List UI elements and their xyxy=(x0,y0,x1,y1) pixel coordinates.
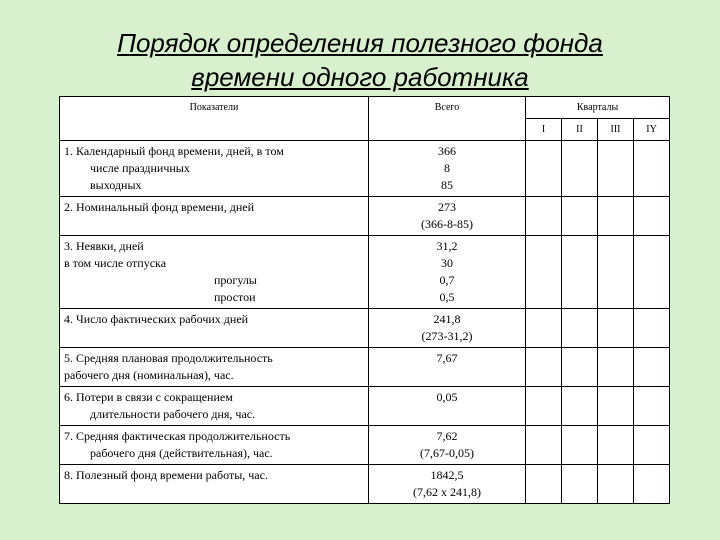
table-row xyxy=(60,426,670,465)
indicator-line: числе праздничных xyxy=(90,161,190,175)
quarter-cell xyxy=(526,141,562,197)
quarter-cell xyxy=(526,348,562,387)
quarter-cell xyxy=(562,236,598,309)
indicator-line: 4. Число фактических рабочих дней xyxy=(64,312,249,326)
quarter-cell xyxy=(526,236,562,309)
total-cell xyxy=(369,141,526,197)
total-value: 30 xyxy=(441,256,453,270)
quarter-cell xyxy=(526,197,562,236)
work-time-fund-table xyxy=(59,96,670,504)
indicator-cell xyxy=(60,348,369,387)
indicator-cell xyxy=(60,197,369,236)
indicator-line: 5. Средняя плановая продолжительность xyxy=(64,351,273,365)
total-cell xyxy=(369,236,526,309)
total-value: 0,5 xyxy=(439,290,455,304)
quarter-cell xyxy=(634,348,670,387)
total-value: 241,8 xyxy=(433,312,461,326)
indicator-line: рабочего дня (номинальная), час. xyxy=(64,368,234,382)
total-value: (366-8-85) xyxy=(421,217,473,231)
title-line-2: времени одного работника xyxy=(191,62,529,92)
quarter-cell xyxy=(526,426,562,465)
total-value: 366 xyxy=(438,144,456,158)
quarter-cell xyxy=(562,426,598,465)
total-value: 31,2 xyxy=(436,239,458,253)
quarter-cell xyxy=(598,197,634,236)
quarter-cell xyxy=(634,387,670,426)
total-value: 7,67 xyxy=(436,351,458,365)
total-cell xyxy=(369,197,526,236)
indicator-line: 3. Неявки, дней xyxy=(64,239,144,253)
total-cell xyxy=(369,309,526,348)
indicator-cell xyxy=(60,309,369,348)
quarter-cell xyxy=(562,309,598,348)
quarter-cell xyxy=(634,141,670,197)
indicator-line: 8. Полезный фонд времени работы, час. xyxy=(64,468,268,482)
total-value: (7,67-0,05) xyxy=(420,446,474,460)
indicator-cell xyxy=(60,236,369,309)
quarter-cell xyxy=(598,236,634,309)
total-value: 1842,5 xyxy=(430,468,464,482)
header-quarters: Кварталы xyxy=(526,97,670,119)
indicator-cell xyxy=(60,387,369,426)
indicator-cell xyxy=(60,426,369,465)
total-value: 0,7 xyxy=(439,273,455,287)
table-row xyxy=(60,141,670,197)
total-cell xyxy=(369,426,526,465)
header-total: Всего xyxy=(369,97,526,141)
total-cell xyxy=(369,348,526,387)
table-row xyxy=(60,236,670,309)
quarter-cell xyxy=(598,348,634,387)
total-value: (7,62 х 241,8) xyxy=(413,485,481,499)
total-value: 0,05 xyxy=(436,390,458,404)
total-value: (273-31,2) xyxy=(421,329,473,343)
quarter-cell xyxy=(598,309,634,348)
total-value: 273 xyxy=(438,200,456,214)
quarter-cell xyxy=(598,387,634,426)
indicator-line: 2. Номинальный фонд времени, дней xyxy=(64,200,255,214)
indicator-cell xyxy=(60,465,369,504)
indicator-cell xyxy=(60,141,369,197)
header-quarter-4: IY xyxy=(634,119,670,141)
indicator-line: 7. Средняя фактическая продолжительность xyxy=(64,429,291,443)
table-row xyxy=(60,465,670,504)
quarter-cell xyxy=(526,387,562,426)
slide-title xyxy=(0,26,720,94)
total-value: 7,62 xyxy=(436,429,458,443)
indicator-line: рабочего дня (действительная), час. xyxy=(90,446,273,460)
quarter-cell xyxy=(634,197,670,236)
indicator-line: выходных xyxy=(90,178,142,192)
total-cell xyxy=(369,387,526,426)
indicator-line: простои xyxy=(214,290,256,304)
indicator-line: 1. Календарный фонд времени, дней, в том xyxy=(64,144,284,158)
quarter-cell xyxy=(634,309,670,348)
quarter-cell xyxy=(562,348,598,387)
quarter-cell xyxy=(634,426,670,465)
table-row xyxy=(60,197,670,236)
header-quarter-1: I xyxy=(526,119,562,141)
indicator-line: 6. Потери в связи с сокращением xyxy=(64,390,233,404)
quarter-cell xyxy=(634,465,670,504)
quarter-cell xyxy=(598,426,634,465)
quarter-cell xyxy=(598,141,634,197)
quarter-cell xyxy=(526,309,562,348)
table-row xyxy=(60,387,670,426)
quarter-cell xyxy=(562,387,598,426)
header-quarter-2: II xyxy=(562,119,598,141)
total-value: 8 xyxy=(444,161,450,175)
table-row xyxy=(60,348,670,387)
quarter-cell xyxy=(562,465,598,504)
quarter-cell xyxy=(634,236,670,309)
header-indicator: Показатели xyxy=(60,97,369,141)
indicator-line: длительности рабочего дня, час. xyxy=(90,407,256,421)
total-value: 85 xyxy=(441,178,453,192)
header-quarter-3: III xyxy=(598,119,634,141)
indicator-line: прогулы xyxy=(214,273,257,287)
title-line-1: Порядок определения полезного фонда xyxy=(117,28,603,58)
indicator-line: в том числе отпуска xyxy=(64,256,167,270)
total-cell xyxy=(369,465,526,504)
quarter-cell xyxy=(562,197,598,236)
quarter-cell xyxy=(598,465,634,504)
quarter-cell xyxy=(526,465,562,504)
quarter-cell xyxy=(562,141,598,197)
table-row xyxy=(60,309,670,348)
